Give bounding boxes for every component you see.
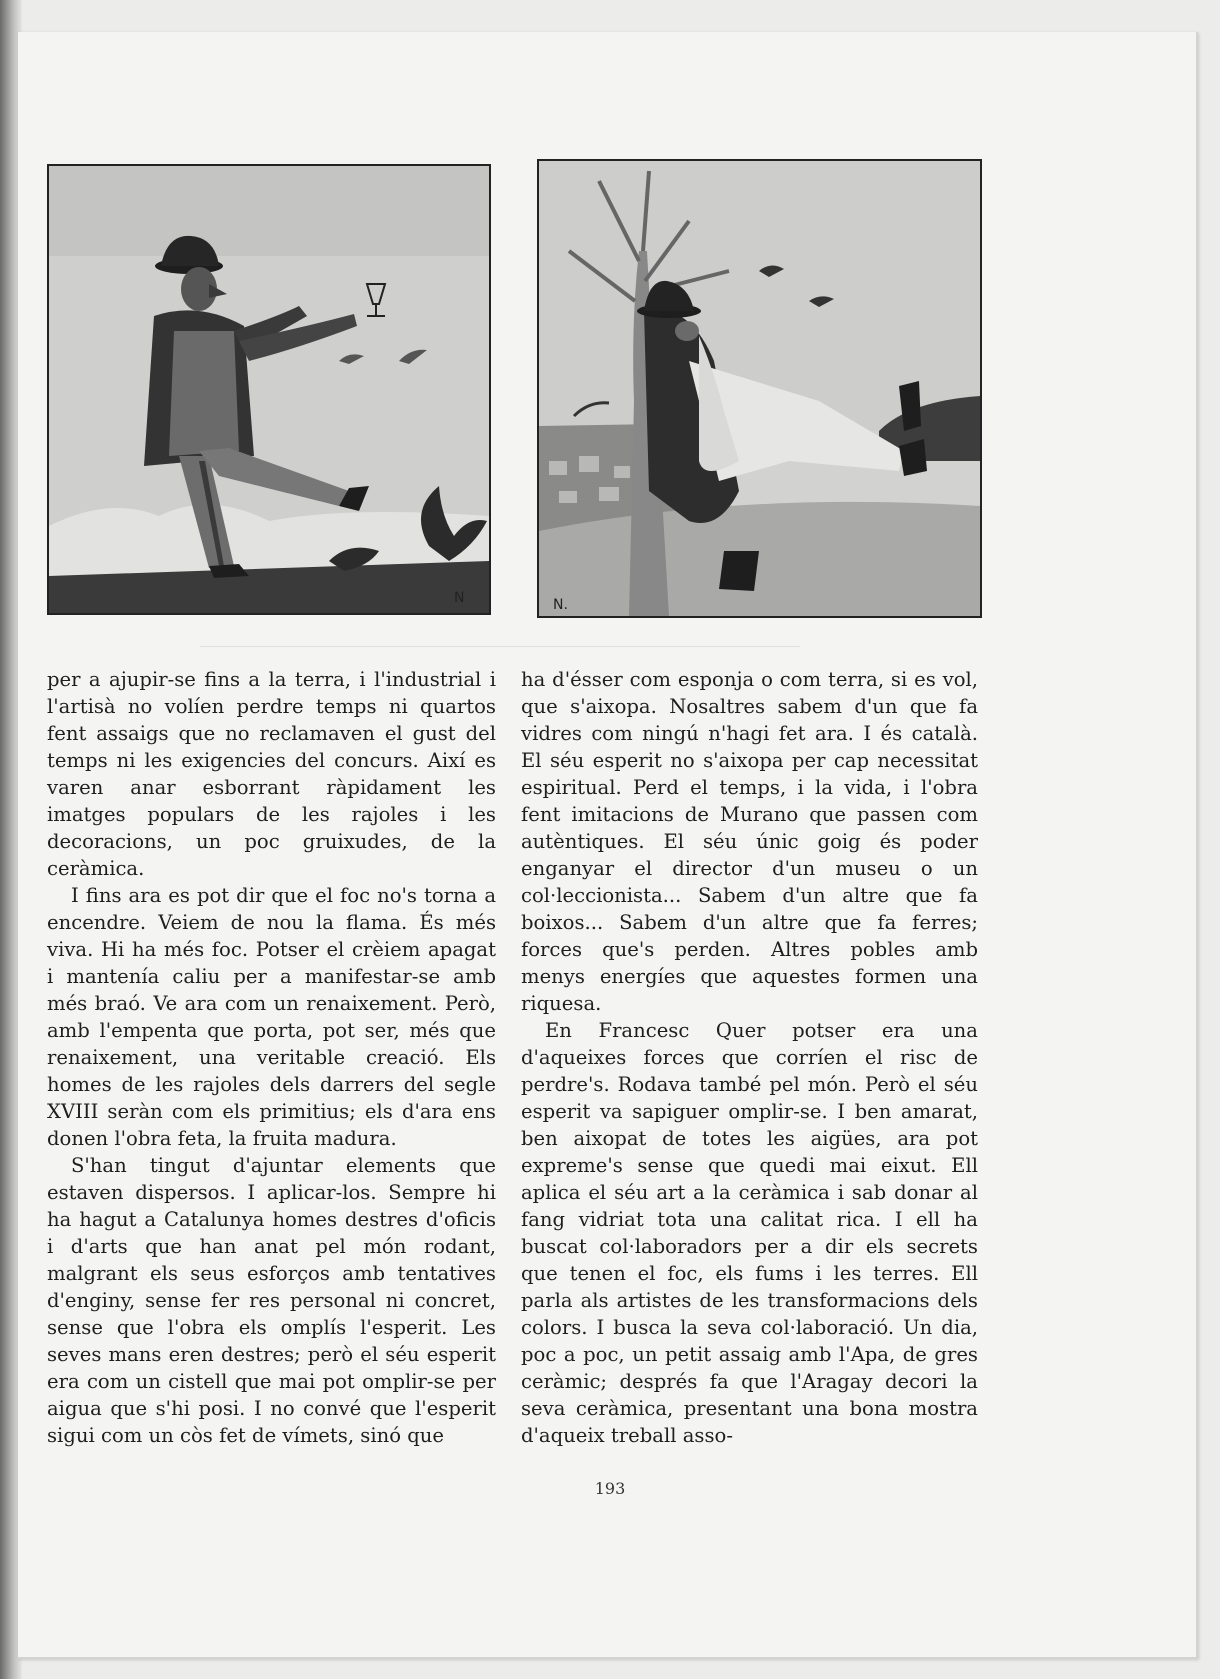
paragraph: per a ajupir-se fins a la terra, i l'industrial i l'artisà no volíen perdre temps ni quartos fent assaigs que no reclamaven el gust del temps ni les exigencies del concurs. Així es varen anar esborrant ràpidament les imatges populars de les rajoles i les decoracions, un poc gruixudes, de la ceràmica.	[47, 668, 496, 880]
illustration-man-under-tree	[537, 159, 982, 618]
right-figure-signature: N.	[553, 597, 568, 613]
page-number: 193	[594, 1479, 626, 1498]
paragraph: I fins ara es pot dir que el foc no's torna a encendre. Veiem de nou la flama. És més viva. Hi ha més foc. Potser el crèiem apagat i mantenía caliu per a manifestar-se amb més braó. Ve ara com un renaixement. Però, amb l'empenta que porta, pot ser, més que renaixement, una veritable creació. Els homes de les rajoles dels darrers del segle XVIII seràn com els primitius; els d'ara ens donen l'obra feta, la fruita madura.	[47, 884, 496, 1150]
left-text-column	[47, 666, 496, 1449]
left-figure-signature: N	[454, 590, 465, 606]
illustration-dancing-man	[47, 164, 491, 615]
right-text-column	[521, 666, 978, 1449]
paragraph: S'han tingut d'ajuntar elements que estaven dispersos. I aplicar-los. Sempre hi ha hagut a Catalunya homes destres d'oficis i d'arts que han anat pel món rodant, malgrant els seus esforços amb tentatives d'enginy, sense fer res personal ni concret, sense que l'obra els omplís l'esperit. Les seves mans eren destres; però el séu esperit era com un cistell que mai pot omplir-se per aigua que s'hi posi. I no convé que l'esperit sigui com un còs fet de vímets, sinó que	[47, 1154, 496, 1447]
separator-line	[200, 646, 800, 647]
paragraph: En Francesc Quer potser era una d'aqueixes forces que corríen el risc de perdre's. Rodava també pel món. Però el séu esperit va sapiguer omplir-se. I ben amarat, ben aixopat de totes les aigües, ara pot expreme's sense que quedi mai eixut. Ell aplica el séu art a la ceràmica i sab donar al fang vidriat tota una calitat rica. I ell ha buscat col·laboradors per a dir els secrets que tenen el foc, els fums i les terres. Ell parla als artistes de les transformacions dels colors. I busca la seva col·laboració. Un dia, poc a poc, un petit assaig amb l'Apa, de gres ceràmic; després fa que l'Aragay decori la seva ceràmica, presentant una bona mostra d'aqueix treball asso-	[521, 1019, 978, 1447]
paragraph: ha d'ésser com esponja o com terra, si es vol, que s'aixopa. Nosaltres sabem d'un que fa vidres com ningú n'hagi fet ara. I és català. El séu esperit no s'aixopa per cap necessitat espiritual. Perd el temps, i la vida, i l'obra fent imitacions de Murano que passen com autèntiques. El séu únic goig és poder enganyar el director d'un museu o un col·leccionista... Sabem d'un altre que fa boixos... Sabem d'un altre que fa ferres; forces que's perden. Altres pobles amb menys energíes que aquestes formen una riquesa.	[521, 668, 978, 1015]
